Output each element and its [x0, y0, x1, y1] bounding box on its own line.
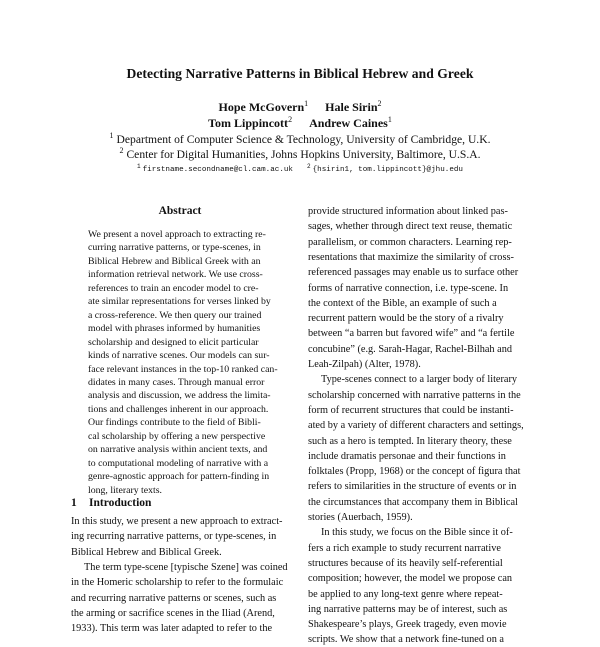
section-heading: 1 Introduction	[71, 497, 152, 509]
text-line: parallelism, or common characters. Learning rep-	[308, 236, 512, 248]
text-line: Biblical Hebrew and Biblical Greek with an	[88, 255, 261, 267]
text-line: include dramatis personae and their functions in	[308, 450, 506, 462]
text-line: face relevant instances in the top-10 ranked can-	[88, 363, 278, 375]
text-line: provide structured information about linked pas-	[308, 206, 508, 217]
text-line: stories (Auerbach, 1959).	[308, 512, 413, 523]
text-line: referenced passages may enable us to surface other	[308, 267, 519, 279]
text-line: on narrative analysis within ancient texts, and	[88, 444, 268, 456]
abstract-heading: Abstract	[158, 205, 202, 217]
text-line: In this study, we focus on the Bible since it of-	[321, 527, 513, 539]
text-line: scripts. We show that a network fine-tuned on a	[308, 634, 505, 646]
affiliation: $^2$ Center for Digital Humanities, Johns Hopkins University, Baltimore, U.S.A.	[119, 146, 481, 161]
text-line: in the Homeric scholarship to refer to the formulaic	[71, 577, 284, 589]
text-line: ing recurring narrative patterns, or type-scenes, in	[71, 531, 277, 543]
author-row-1	[0, 99, 600, 115]
text-line: refers to similarities in the structure of events or in	[308, 481, 517, 493]
text-line: cal scholarship by offering a new perspective	[88, 430, 266, 442]
text-line: Biblical Hebrew and Biblical Greek.	[71, 546, 222, 558]
text-line: forms of narrative connection, i.e. type-scene. In	[308, 282, 509, 294]
text-line: to computational modeling of narrative with a	[88, 457, 269, 469]
text-line: folktales (Propp, 1968) or the concept of figura that	[308, 466, 521, 478]
text-line: Shakespeare’s plays, Greek tragedy, even movie	[308, 619, 507, 631]
text-line: long, literary texts.	[88, 484, 163, 496]
text-line: In this study, we present a new approach to extract-	[71, 516, 283, 527]
text-line: be applied to any long-text genre where repeat-	[308, 588, 503, 600]
text-line: genre-agnostic approach for pattern-finding in	[88, 471, 270, 483]
text-line: and recurring narrative patterns or scenes, such as	[71, 592, 277, 604]
paper-title: Detecting Narrative Patterns in Biblical Hebrew and Greek	[126, 66, 474, 81]
text-line: between “a barren but favored wife” and “a fertile	[308, 328, 515, 340]
text-line: scholarship and designed to elicit particular	[88, 336, 259, 348]
text-line: recurrent pattern would be the story of a rivalry	[308, 313, 504, 325]
author-row-2	[0, 115, 600, 131]
text-line: form of recurrent structures that could be instanti-	[308, 404, 514, 416]
text-line: scholarship concerned with narrative patterns in the	[308, 389, 521, 401]
author-name: Hope McGovern$^1$	[218, 99, 309, 114]
text-line: structures because of its heavily self-referential	[308, 557, 503, 569]
text-line: kinds of narrative scenes. Our models can sur-	[88, 350, 270, 362]
author-name: Hale Sirin$^2$	[325, 99, 382, 114]
author-emails: $^1$ firstname.secondname@cl.cam.ac.uk $^2$ {hsirin1, tom.lippincott}@jhu.edu	[137, 163, 463, 174]
text-line: Type-scenes connect to a larger body of literary	[321, 374, 518, 386]
text-line: resentations that maximize the similarity of cross-	[308, 251, 514, 263]
text-line: Leah-Zilpah) (Alter, 1978).	[308, 359, 421, 370]
text-line: We present a novel approach to extracting re-	[88, 229, 266, 240]
text-line: such as a hero is tempted. In literary theory, these	[308, 435, 512, 447]
author-name: Andrew Caines$^1$	[309, 115, 392, 130]
text-line: a cross-reference. We then query our trained	[88, 309, 262, 321]
text-line: ate similar representations for verses linked by	[88, 296, 271, 308]
text-line: concubine” (e.g. Sarah-Hagar, Rachel-Bilhah and	[308, 343, 513, 355]
text-line: didates in many cases. Through manual error	[88, 376, 265, 388]
author-name: Tom Lippincott$^2$	[208, 115, 293, 130]
text-line: the circumstances that accompany them in Biblical	[308, 496, 518, 508]
text-line: fers a rich example to study recurrent narrative	[308, 542, 501, 554]
text-line: the context of the Bible, an example of such a	[308, 297, 497, 309]
affiliation: $^1$ Department of Computer Science & Technology, University of Cambridge, U.K.	[109, 131, 491, 146]
text-line: 1933). This term was later adapted to refer to the	[71, 623, 273, 635]
text-line: The term type-scene [typische Szene] was coined	[84, 561, 288, 573]
text-line: analysis and discussion, we address the limita-	[88, 390, 271, 402]
text-line: references to train an encoder model to cre-	[88, 282, 259, 294]
text-line: information retrieval network. We use cross-	[88, 269, 263, 281]
text-line: ing narrative patterns may be of interest, such as	[308, 603, 508, 615]
text-line: Our findings contribute to the field of Bibli-	[88, 417, 261, 429]
text-line: the arming or sacrifice scenes in the Iliad (Arend,	[71, 607, 275, 619]
text-line: curring narrative patterns, or type-scenes, in	[88, 242, 261, 254]
text-line: tions and challenges inherent in our approach.	[88, 403, 269, 415]
text-line: model with phrases informed by humanities	[88, 323, 261, 335]
text-line: composition; however, the model we propose can	[308, 573, 513, 585]
text-line: ated by a variety of different characters and settings,	[308, 420, 524, 432]
text-line: sages, whether through direct text reuse, thematic	[308, 221, 513, 233]
